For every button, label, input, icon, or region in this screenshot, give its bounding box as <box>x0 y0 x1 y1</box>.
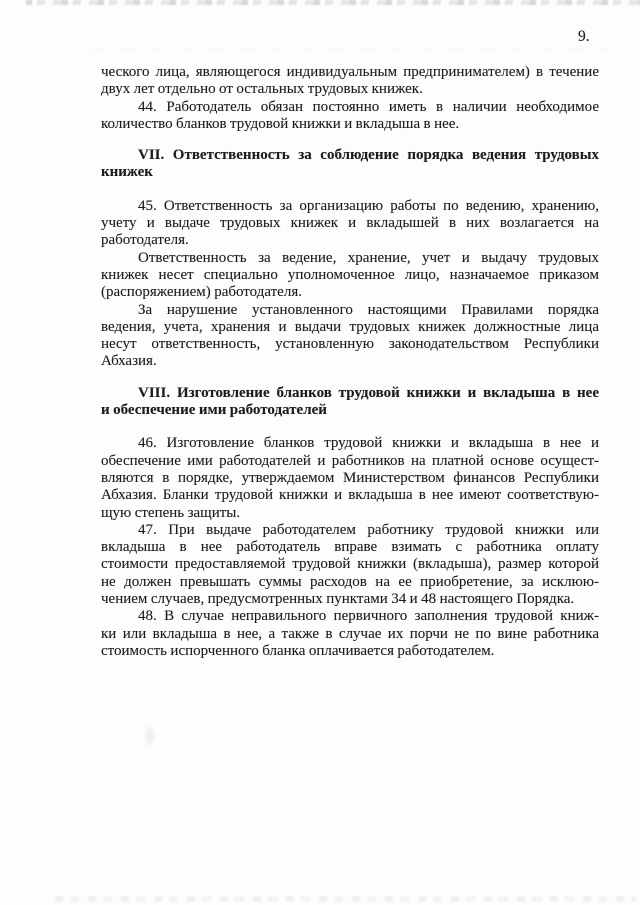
text-line: ческого лица, являющегося индивидуальным предпринимателем) в течение <box>101 64 599 80</box>
text-line: (распоряжением) работодателя. <box>101 284 302 301</box>
text-line: несут ответственность, установленную законодательством Республики <box>101 336 599 353</box>
paragraph <box>101 302 599 371</box>
section-heading <box>101 385 599 420</box>
text-line: VIII. Изготовление бланков трудовой книжки и вкладыша в нее <box>138 384 599 401</box>
page-number: 9. <box>578 28 590 45</box>
text-line: За нарушение установленного настоящими Правилами порядка <box>138 301 599 318</box>
text-line: ведения, учета, хранения и выдачи трудовых книжек должностные лица <box>101 318 599 335</box>
scan-noise-faint-line <box>90 48 610 50</box>
text-line: Абхазия. Бланки трудовой книжки и вкладыша в нее имеют соответствую- <box>101 487 599 504</box>
paragraph <box>101 99 599 134</box>
text-line: 47. При выдаче работодателем работнику трудовой книжки или <box>138 521 599 538</box>
paragraph <box>101 250 599 302</box>
text-line: и обеспечение ими работодателей <box>101 402 327 419</box>
section-heading <box>101 147 599 182</box>
text-line: VII. Ответственность за соблюдение порядка ведения трудовых <box>138 147 599 164</box>
text-line: работодателя. <box>101 232 189 249</box>
text-line: стоимость испорченного бланка оплачивается работодателем. <box>101 642 495 659</box>
paragraph <box>101 522 599 608</box>
text-line: вляются в порядке, утверждаемом Министерством финансов Республики <box>101 469 599 486</box>
paragraph <box>101 64 599 99</box>
text-line: не должен превышать суммы расходов на ее приобретение, за исклюю- <box>101 573 599 590</box>
text-line: обеспечение ими работодателей и работников на платной основе осущест- <box>101 452 599 469</box>
text-line: книжек несет специально уполномоченное лицо, назначаемое приказом <box>101 266 599 283</box>
text-line: 45. Ответственность за организацию работы по ведению, хранению, <box>138 197 599 214</box>
text-line: 46. Изготовление бланков трудовой книжки и вкладыша в нее и <box>138 435 599 452</box>
text-line: количество бланков трудовой книжки и вкладыша в нее. <box>101 115 460 132</box>
scan-noise-bottom <box>55 896 636 902</box>
text-line: стоимости предоставляемой трудовой книжки (вкладыша), размер которой <box>101 556 599 573</box>
text-line: учету и выдаче трудовых книжек и вкладышей в них возлагается на <box>101 215 599 232</box>
paragraph <box>101 435 599 521</box>
text-line: Ответственность за ведение, хранение, учет и выдачу трудовых <box>138 249 599 266</box>
scan-noise-top <box>26 0 640 5</box>
text-line: чением случаев, предусмотренных пунктами 34 и 48 настоящего Порядка. <box>101 591 575 608</box>
text-line: вкладыша в нее работодатель вправе взимать с работника оплату <box>101 539 599 556</box>
scan-smudge <box>144 724 156 748</box>
text-line: 44. Работодатель обязан постоянно иметь в наличии необходимое <box>138 98 599 115</box>
text-line: ки или вкладыша в нее, а также в случае их порчи не по вине работника <box>101 625 599 642</box>
paragraph <box>101 608 599 660</box>
text-line: щую степень защиты. <box>101 504 241 521</box>
text-line: 48. В случае неправильного первичного заполнения трудовой книж- <box>138 608 599 625</box>
document-body <box>101 64 599 660</box>
text-line: Абхазия. <box>101 353 157 370</box>
text-line: книжек <box>101 164 153 181</box>
text-line: двух лет отдельно от остальных трудовых книжек. <box>101 81 423 98</box>
paragraph <box>101 198 599 250</box>
